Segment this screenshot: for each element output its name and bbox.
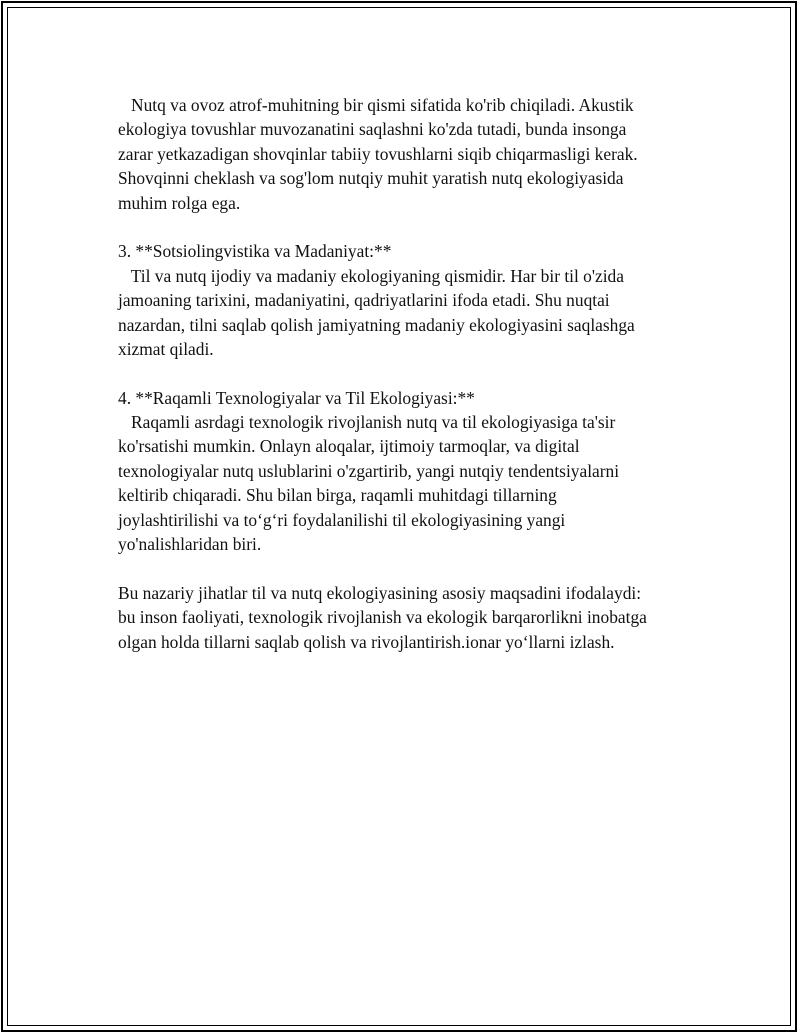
text-line: Raqamli asrdagi texnologik rivojlanish nutq va til ekologiyasiga ta'sir (118, 412, 616, 433)
text-line: zarar yetkazadigan shovqinlar tabiiy tovushlarni siqib chiqarmasligi kerak. (118, 143, 638, 164)
text-line: keltirib chiqaradi. Shu bilan birga, raqamli muhitdagi tillarning (118, 485, 557, 506)
section-4-heading: 4. **Raqamli Texnologiyalar va Til Ekologiyasi:** (118, 387, 475, 408)
text-line: yo'nalishlaridan biri. (118, 534, 262, 555)
text-line: ko'rsatishi mumkin. Onlayn aloqalar, ijtimoiy tarmoqlar, va digital (118, 436, 580, 457)
text-line: nazardan, tilni saqlab qolish jamiyatning madaniy ekologiyasini saqlashga (118, 314, 635, 335)
section-3-heading: 3. **Sotsiolingvistika va Madaniyat:** (118, 241, 392, 262)
paragraph-gap (118, 215, 708, 239)
text-line: Til va nutq ijodiy va madaniy ekologiyaning qismidir. Har bir til o'zida (118, 265, 624, 286)
text-line: jamoaning tarixini, madaniyatini, qadriyatlarini ifoda etadi. Shu nuqtai (118, 290, 610, 311)
conclusion-paragraph (118, 581, 708, 654)
text-line: joylashtirilishi va to‘g‘ri foydalanilishi til ekologiyasining yangi (118, 509, 566, 530)
document-body (118, 93, 708, 654)
paragraph-acoustic-ecology (118, 93, 708, 215)
section-4 (118, 386, 708, 557)
text-line: ekologiya tovushlar muvozanatini saqlashni ko'zda tutadi, bunda insonga (118, 119, 627, 140)
paragraph-gap (118, 361, 708, 385)
text-line: Bu nazariy jihatlar til va nutq ekologiyasining asosiy maqsadini ifodalaydi: (118, 582, 642, 603)
section-3 (118, 239, 708, 361)
text-line: texnologiyalar nutq uslublarini o'zgartirib, yangi nutqiy tendentsiyalarni (118, 460, 620, 481)
text-line: muhim rolga ega. (118, 192, 241, 213)
text-line: bu inson faoliyati, texnologik rivojlanish va ekologik barqarorlikni inobatga (118, 607, 647, 628)
text-line: xizmat qiladi. (118, 338, 214, 359)
paragraph-gap (118, 556, 708, 580)
text-line: Nutq va ovoz atrof-muhitning bir qismi sifatida ko'rib chiqiladi. Akustik (118, 95, 634, 115)
text-line: olgan holda tillarni saqlab qolish va rivojlantirish.ionar yo‘llarni izlash. (118, 631, 615, 652)
text-line: Shovqinni cheklash va sog'lom nutqiy muhit yaratish nutq ekologiyasida (118, 168, 624, 189)
